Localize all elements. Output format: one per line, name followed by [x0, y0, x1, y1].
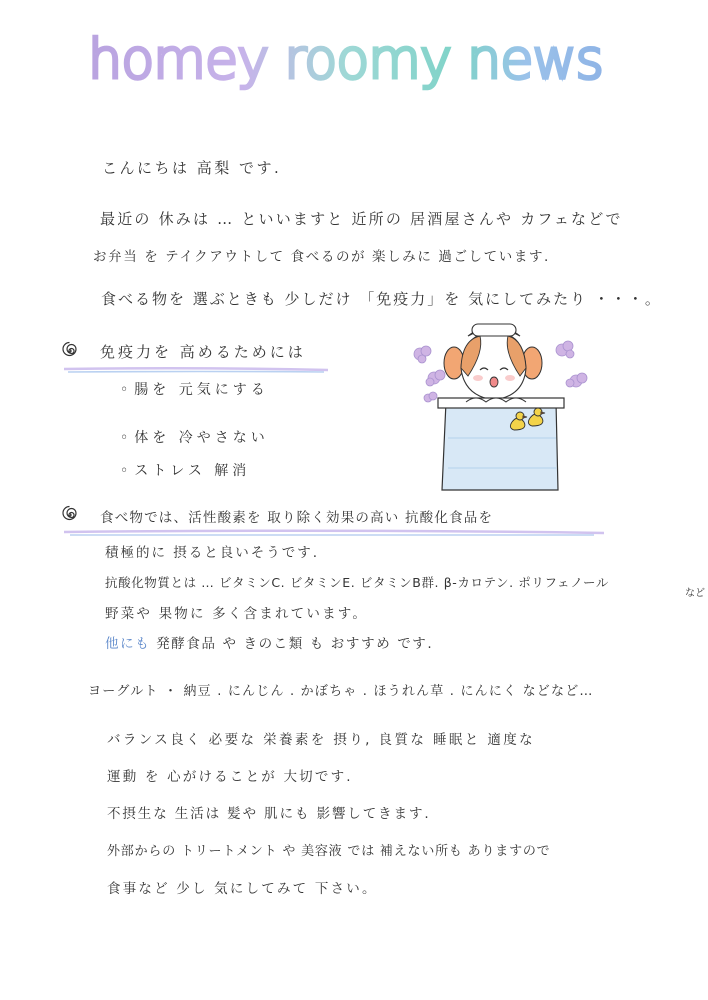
closing-line-1: バランス良く 必要な 栄養素を 摂り, 良質な 睡眠と 適度な — [107, 732, 536, 748]
intro-line-1: 最近の 休みは … といいますと 近所の 居酒屋さんや カフェなどで — [100, 210, 623, 228]
section2-line-3-overflow: など — [685, 588, 705, 599]
food-list: ヨーグルト ・ 納豆 . にんじん . かぼちゃ . ほうれん草 . にんにく などなど… — [88, 684, 594, 699]
intro-line-2: お弁当 を テイクアウトして 食べるのが 楽しみに 過ごしています. — [93, 249, 550, 265]
section1-underline — [64, 366, 328, 374]
bullet-item: ◦ストレス 解消 — [120, 463, 251, 479]
closing-line-4: 外部からの トリートメント や 美容液 では 補えない所も ありますので — [107, 844, 551, 859]
section2-line-5-rest: 発酵食品 や きのこ類 も おすすめ です. — [150, 636, 434, 652]
newsletter-title — [88, 22, 628, 102]
closing-line-2: 運動 を 心がけることが 大切です. — [107, 769, 353, 785]
section2-line-1: 食べ物では、活性酸素を 取り除く効果の高い 抗酸化食品を — [100, 510, 494, 526]
spiral-icon — [60, 505, 80, 525]
section2-line-2: 積極的に 摂ると良いそうです. — [105, 545, 320, 561]
title-text: homey roomy news — [88, 28, 603, 91]
bullet-label: ストレス 解消 — [134, 463, 251, 479]
section2-line-4: 野菜や 果物に 多く含まれています。 — [105, 606, 369, 622]
closing-line-5: 食事など 少し 気にしてみて 下さい。 — [107, 881, 378, 897]
section2-line-3: 抗酸化物質とは … ビタミンC. ビタミンE. ビタミンB群. β-カロテン. ポリフェノール — [105, 575, 609, 590]
intro-line-3: 食べる物を 選ぶときも 少しだけ 「免疫力」を 気にしてみたり ・・・。 — [101, 290, 662, 308]
section1-title: 免疫力を 高めるためには — [100, 343, 306, 361]
closing-line-3: 不摂生な 生活は 髪や 肌にも 影響してきます. — [107, 806, 431, 822]
bullet-item: ◦体を 冷やさない — [120, 430, 269, 446]
bath-girl-illustration — [406, 318, 596, 498]
greeting-text: こんにちは 高梨 です. — [102, 159, 282, 177]
bullet-label: 腸を 元気にする — [134, 382, 269, 398]
title-lettering — [88, 22, 628, 102]
section2-underline — [64, 528, 604, 538]
spiral-icon — [60, 341, 80, 361]
section2-line-5-prefix: 他にも — [105, 636, 151, 652]
section2-line-5 — [105, 632, 433, 652]
bullet-label: 体を 冷やさない — [134, 430, 269, 446]
bullet-item: ◦腸を 元気にする — [120, 382, 269, 398]
